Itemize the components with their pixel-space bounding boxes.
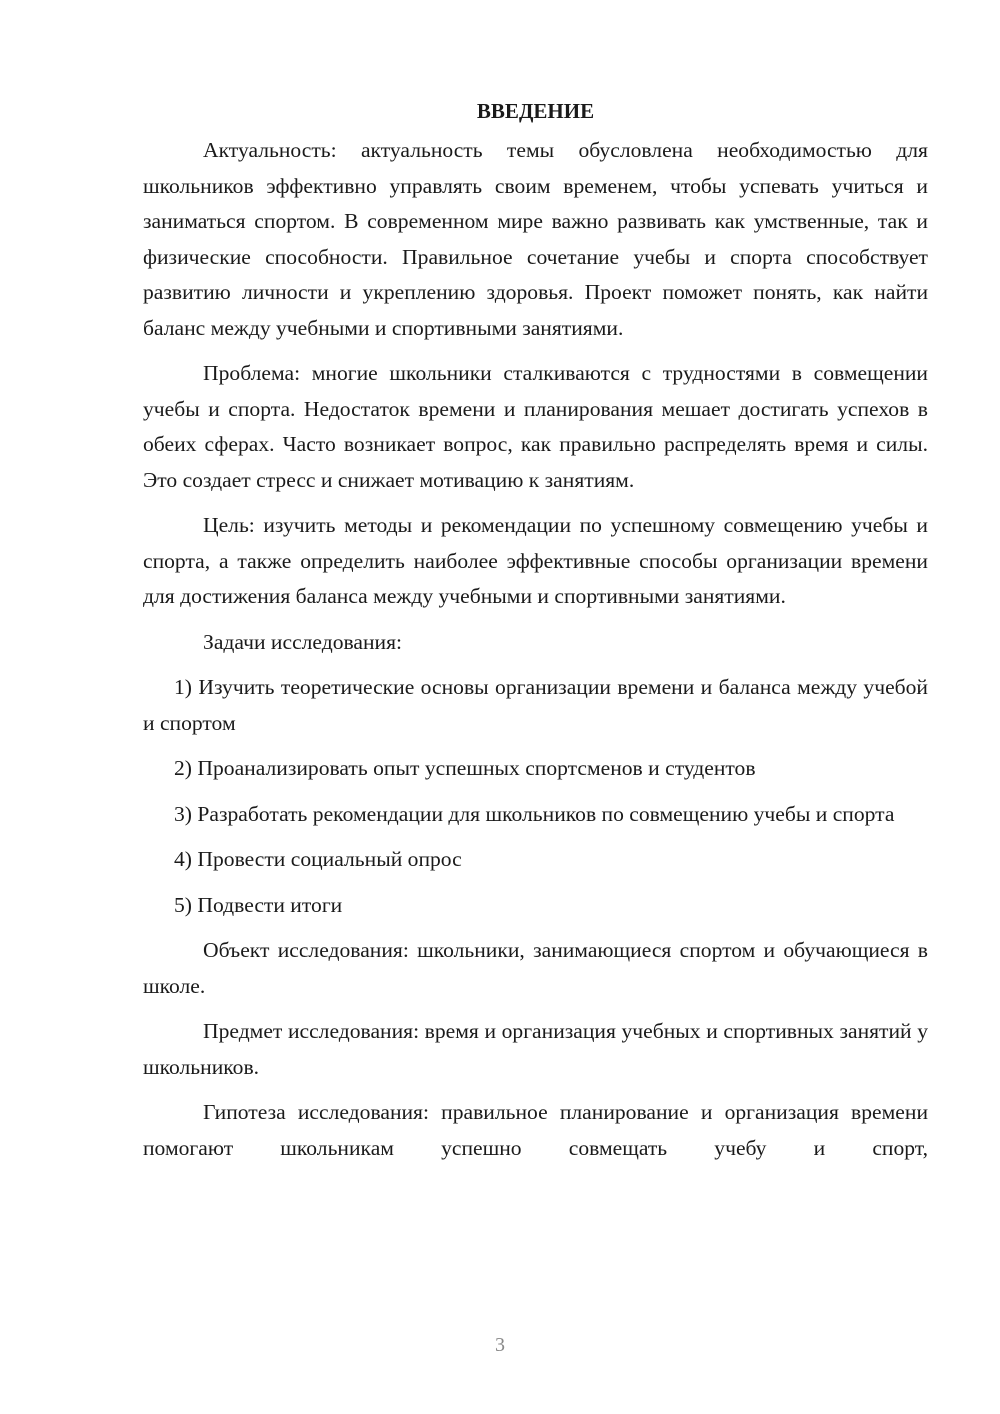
object-paragraph: Объект исследования: школьники, занимающиеся спортом и обучающиеся в школе. [143, 938, 928, 998]
document-page [143, 94, 928, 1176]
hypothesis-paragraph: Гипотеза исследования: правильное планирование и организация времени помогают школьникам успешно совмещать учебу и спорт, [143, 1100, 928, 1160]
page-number: 3 [495, 1334, 505, 1356]
tasks-heading: Задачи исследования: [203, 629, 403, 654]
goal-paragraph: Цель: изучить методы и рекомендации по успешному совмещению учебы и спорта, а также определить наиболее эффективные способы организации времени для достижения баланса между учебными и спортивными занятиями. [143, 513, 928, 608]
relevance-paragraph: Актуальность: актуальность темы обусловлена необходимостью для школьников эффективно управлять своим временем, чтобы успевать учиться и заниматься спортом. В современном мире важно развивать как умственные, так и физические способности. Правильное сочетание учебы и спорта способствует развитию личности и укреплению здоровья. Проект поможет понять, как найти баланс между учебными и спортивными занятиями. [143, 138, 928, 340]
task-item: 4) Провести социальный опрос [174, 847, 462, 871]
task-item: 2) Проанализировать опыт успешных спортсменов и студентов [174, 756, 756, 780]
subject-paragraph: Предмет исследования: время и организация учебных и спортивных занятий у школьников. [143, 1019, 928, 1079]
task-item: 3) Разработать рекомендации для школьников по совмещению учебы и спорта [174, 801, 895, 826]
task-item: 5) Подвести итоги [174, 892, 343, 917]
problem-paragraph: Проблема: многие школьники сталкиваются с трудностями в совмещении учебы и спорта. Недостаток времени и планирования мешает достигать успехов в обеих сферах. Часто возникает вопрос, как правильно распределять время и силы. Это создает стресс и снижает мотивацию к занятиям. [143, 361, 928, 492]
section-title: ВВЕДЕНИЕ [476, 99, 595, 123]
task-item: 1) Изучить теоретические основы организации времени и баланса между учебой и спортом [143, 675, 928, 735]
